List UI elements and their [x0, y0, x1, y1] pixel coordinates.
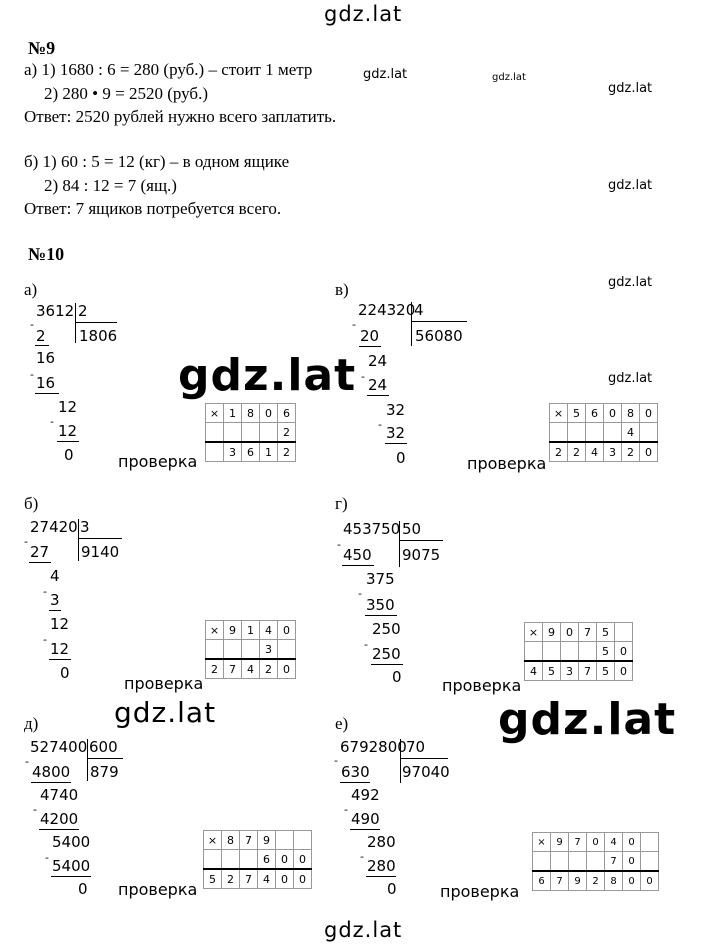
check-cell: 2	[222, 869, 240, 889]
division-line	[340, 782, 370, 783]
check-cell: 9	[258, 831, 276, 850]
check-cell: ×	[204, 831, 222, 850]
task10-title: №10	[28, 244, 65, 264]
division-line	[49, 659, 71, 660]
check-cell	[543, 642, 561, 662]
division-line	[400, 758, 448, 759]
part-label: г)	[335, 494, 348, 513]
check-cell: 0	[640, 442, 658, 462]
step: 4740	[40, 786, 79, 804]
check-cell	[525, 642, 543, 662]
division-line	[31, 782, 71, 783]
task9-line: а) 1) 1680 : 6 = 280 (руб.) – стоит 1 метр	[24, 60, 313, 79]
check-cell: 2	[260, 659, 278, 679]
task9-title: №9	[28, 38, 56, 58]
division-line	[35, 345, 49, 346]
minus-sign: -	[24, 535, 28, 548]
check-cell: 4	[622, 423, 640, 443]
step: 280	[367, 833, 396, 851]
check-cell: ×	[525, 623, 543, 642]
quotient: 97040	[402, 763, 450, 781]
check-cell: 8	[222, 831, 240, 850]
check-cell: 6	[278, 404, 296, 423]
dividend: 527400	[30, 738, 88, 756]
check-cell: 9	[543, 623, 561, 642]
division-line	[51, 876, 91, 877]
check-label: проверка	[118, 452, 198, 471]
check-cell	[260, 423, 278, 443]
minus-sign: -	[43, 633, 47, 646]
watermark: gdz.lat	[178, 350, 357, 401]
watermark: gdz.lat	[608, 81, 653, 96]
division-line	[350, 829, 380, 830]
check-cell: 2	[587, 871, 605, 891]
step: 0	[396, 449, 406, 467]
check-cell: 3	[604, 442, 622, 462]
dividend: 6792800	[340, 738, 407, 756]
dividend: 453750	[343, 520, 401, 538]
divisor: 70	[406, 738, 426, 756]
check-cell: ×	[206, 404, 224, 423]
quotient: 879	[90, 763, 119, 781]
quotient: 56080	[415, 327, 463, 345]
division-line	[342, 565, 374, 566]
step: 20	[360, 327, 380, 345]
minus-sign: -	[45, 851, 49, 864]
check-cell: 6	[533, 871, 551, 891]
check-cell: ×	[206, 621, 224, 640]
task9-line: 2) 84 : 12 = 7 (ящ.)	[44, 176, 177, 195]
quotient: 1806	[79, 327, 118, 345]
check-cell: 0	[561, 623, 579, 642]
step: 350	[366, 596, 395, 614]
step: 4800	[32, 763, 71, 781]
task9-answer: Ответ: 7 ящиков потребуется всего.	[24, 199, 282, 218]
minus-sign: -	[337, 538, 341, 551]
part-label: а)	[24, 280, 38, 299]
watermark: gdz.lat	[324, 918, 403, 942]
division-line	[367, 395, 389, 396]
check-cell: 1	[242, 621, 260, 640]
check-cell	[550, 423, 568, 443]
check-cell	[276, 831, 294, 850]
step: 24	[368, 352, 388, 370]
task9-answer: Ответ: 2520 рублей нужно всего заплатить.	[24, 107, 337, 126]
watermark: gdz.lat	[114, 696, 217, 729]
check-cell: 6	[586, 404, 604, 423]
check-cell: 5	[597, 661, 615, 681]
division-line	[78, 519, 79, 561]
division-line	[57, 441, 79, 442]
minus-sign: -	[361, 370, 365, 383]
division-line	[371, 664, 403, 665]
step: 630	[341, 763, 370, 781]
check-cell: 2	[568, 442, 586, 462]
division-line	[385, 443, 407, 444]
watermark: gdz.lat	[608, 178, 653, 193]
check-label: проверка	[442, 676, 522, 695]
step: 3	[50, 591, 60, 609]
check-cell: 3	[224, 442, 242, 462]
divisor: 2	[78, 302, 88, 320]
check-cell: 5	[597, 623, 615, 642]
check-cell	[640, 423, 658, 443]
check-cell	[568, 423, 586, 443]
step: 4	[50, 567, 60, 585]
check-cell	[240, 850, 258, 870]
check-cell	[294, 831, 312, 850]
division-line	[399, 540, 443, 541]
step: 16	[36, 349, 56, 367]
check-cell	[587, 852, 605, 872]
step: 27	[30, 543, 50, 561]
check-label: проверка	[118, 880, 198, 899]
dividend: 224320	[358, 301, 416, 319]
division-line	[49, 610, 61, 611]
step: 16	[36, 374, 56, 392]
check-cell: 1	[260, 442, 278, 462]
check-cell: 0	[587, 833, 605, 852]
step: 0	[60, 664, 70, 682]
minus-sign: -	[30, 368, 34, 381]
check-cell: 0	[276, 850, 294, 870]
step: 375	[366, 570, 395, 588]
check-cell	[222, 850, 240, 870]
part-label: д)	[24, 714, 39, 733]
check-cell	[224, 423, 242, 443]
check-cell: 8	[622, 404, 640, 423]
check-cell: 2	[278, 423, 296, 443]
check-label: проверка	[467, 454, 547, 473]
division-line	[75, 322, 117, 323]
check-cell	[579, 642, 597, 662]
divisor: 50	[402, 520, 422, 538]
minus-sign: -	[43, 585, 47, 598]
step: 0	[78, 880, 88, 898]
watermark: gdz.lat	[324, 2, 403, 26]
check-cell	[604, 423, 622, 443]
task9-line: б) 1) 60 : 5 = 12 (кг) – в одном ящике	[24, 152, 290, 171]
check-table	[203, 830, 312, 889]
minus-sign: -	[25, 755, 29, 768]
check-cell: 4	[605, 833, 623, 852]
division-line	[411, 321, 467, 322]
check-cell: 9	[551, 833, 569, 852]
check-cell: 0	[276, 869, 294, 889]
division-line	[365, 615, 397, 616]
check-cell	[551, 852, 569, 872]
check-cell: 0	[623, 852, 641, 872]
check-cell	[641, 852, 659, 872]
part-label: в)	[335, 280, 349, 299]
quotient: 9075	[402, 546, 441, 564]
quotient: 9140	[81, 543, 120, 561]
division-line	[75, 303, 76, 343]
check-cell: 5	[543, 661, 561, 681]
step: 490	[351, 810, 380, 828]
check-table	[205, 403, 296, 462]
step: 280	[367, 857, 396, 875]
check-label: проверка	[440, 882, 520, 901]
check-cell: 8	[242, 404, 260, 423]
check-cell	[242, 423, 260, 443]
step: 12	[58, 422, 78, 440]
check-cell: 7	[579, 661, 597, 681]
minus-sign: -	[360, 850, 364, 863]
step: 12	[50, 640, 70, 658]
part-label: б)	[24, 494, 39, 513]
division-line	[359, 346, 381, 347]
watermark: gdz.lat	[498, 694, 677, 745]
check-cell: 4	[525, 661, 543, 681]
check-table	[205, 620, 296, 679]
check-cell: 0	[623, 871, 641, 891]
watermark: gdz.lat	[492, 72, 526, 83]
check-cell: 7	[569, 833, 587, 852]
check-cell: 7	[579, 623, 597, 642]
check-cell: 7	[224, 659, 242, 679]
check-cell: 2	[550, 442, 568, 462]
watermark: gdz.lat	[608, 275, 653, 290]
check-cell: 7	[605, 852, 623, 872]
check-cell: 9	[224, 621, 242, 640]
check-cell	[615, 623, 633, 642]
check-cell	[569, 852, 587, 872]
check-cell: 7	[240, 831, 258, 850]
division-line	[366, 876, 396, 877]
minus-sign: -	[30, 318, 34, 331]
check-cell: 3	[561, 661, 579, 681]
step: 250	[372, 620, 401, 638]
check-cell: 5	[568, 404, 586, 423]
check-cell	[641, 833, 659, 852]
check-cell: ×	[533, 833, 551, 852]
check-cell	[533, 852, 551, 872]
minus-sign: -	[50, 415, 54, 428]
check-cell: 2	[206, 659, 224, 679]
check-cell: ×	[550, 404, 568, 423]
divisor: 4	[414, 301, 424, 319]
minus-sign: -	[344, 803, 348, 816]
check-cell: 0	[615, 642, 633, 662]
divisor: 600	[89, 738, 118, 756]
watermark: gdz.lat	[608, 371, 653, 386]
step: 0	[387, 880, 397, 898]
watermark: gdz.lat	[363, 67, 408, 82]
check-cell: 0	[604, 404, 622, 423]
minus-sign: -	[334, 754, 338, 767]
check-cell: 0	[623, 833, 641, 852]
check-cell: 3	[260, 640, 278, 660]
check-table	[532, 832, 659, 891]
part-label: е)	[335, 714, 349, 733]
step: 12	[58, 398, 78, 416]
minus-sign: -	[33, 803, 37, 816]
division-line	[399, 521, 400, 567]
check-table	[524, 622, 633, 681]
step: 4200	[40, 810, 79, 828]
check-cell	[561, 642, 579, 662]
check-cell	[206, 442, 224, 462]
division-line	[29, 562, 51, 563]
division-line	[87, 758, 123, 759]
check-cell: 4	[242, 659, 260, 679]
check-cell	[204, 850, 222, 870]
check-cell: 6	[242, 442, 260, 462]
check-cell: 4	[260, 621, 278, 640]
check-cell: 2	[622, 442, 640, 462]
check-cell: 0	[641, 871, 659, 891]
check-cell: 4	[258, 869, 276, 889]
check-cell: 6	[258, 850, 276, 870]
step: 32	[386, 401, 406, 419]
check-cell: 7	[240, 869, 258, 889]
step: 12	[50, 615, 70, 633]
minus-sign: -	[378, 418, 382, 431]
check-cell: 8	[605, 871, 623, 891]
check-cell: 0	[278, 621, 296, 640]
division-line	[78, 538, 122, 539]
minus-sign: -	[364, 638, 368, 651]
check-cell: 1	[224, 404, 242, 423]
check-cell: 5	[204, 869, 222, 889]
check-cell	[206, 423, 224, 443]
check-cell: 2	[278, 442, 296, 462]
check-cell	[206, 640, 224, 660]
dividend: 3612	[36, 302, 75, 320]
check-cell: 4	[586, 442, 604, 462]
division-line	[35, 393, 59, 394]
check-cell: 9	[569, 871, 587, 891]
check-cell: 0	[615, 661, 633, 681]
step: 0	[392, 668, 402, 686]
step: 0	[64, 446, 74, 464]
minus-sign: -	[358, 587, 362, 600]
division-line	[400, 739, 401, 783]
step: 250	[372, 645, 401, 663]
check-cell: 0	[294, 869, 312, 889]
step: 2	[36, 327, 46, 345]
check-cell: 0	[260, 404, 278, 423]
check-cell: 0	[278, 659, 296, 679]
step: 5400	[52, 857, 91, 875]
check-cell: 7	[551, 871, 569, 891]
minus-sign: -	[352, 318, 356, 331]
check-cell: 0	[294, 850, 312, 870]
step: 492	[351, 786, 380, 804]
check-cell: 0	[640, 404, 658, 423]
check-cell	[224, 640, 242, 660]
division-line	[87, 739, 88, 781]
step: 450	[343, 546, 372, 564]
step: 32	[386, 424, 406, 442]
step: 5400	[52, 833, 91, 851]
step: 24	[368, 376, 388, 394]
division-line	[411, 302, 412, 346]
check-label: проверка	[124, 674, 204, 693]
check-cell	[242, 640, 260, 660]
check-table	[549, 403, 658, 462]
check-cell	[586, 423, 604, 443]
check-cell	[278, 640, 296, 660]
check-cell: 5	[597, 642, 615, 662]
divisor: 3	[80, 518, 90, 536]
division-line	[39, 829, 79, 830]
task9-line: 2) 280 • 9 = 2520 (руб.)	[44, 84, 208, 103]
dividend: 27420	[30, 518, 78, 536]
